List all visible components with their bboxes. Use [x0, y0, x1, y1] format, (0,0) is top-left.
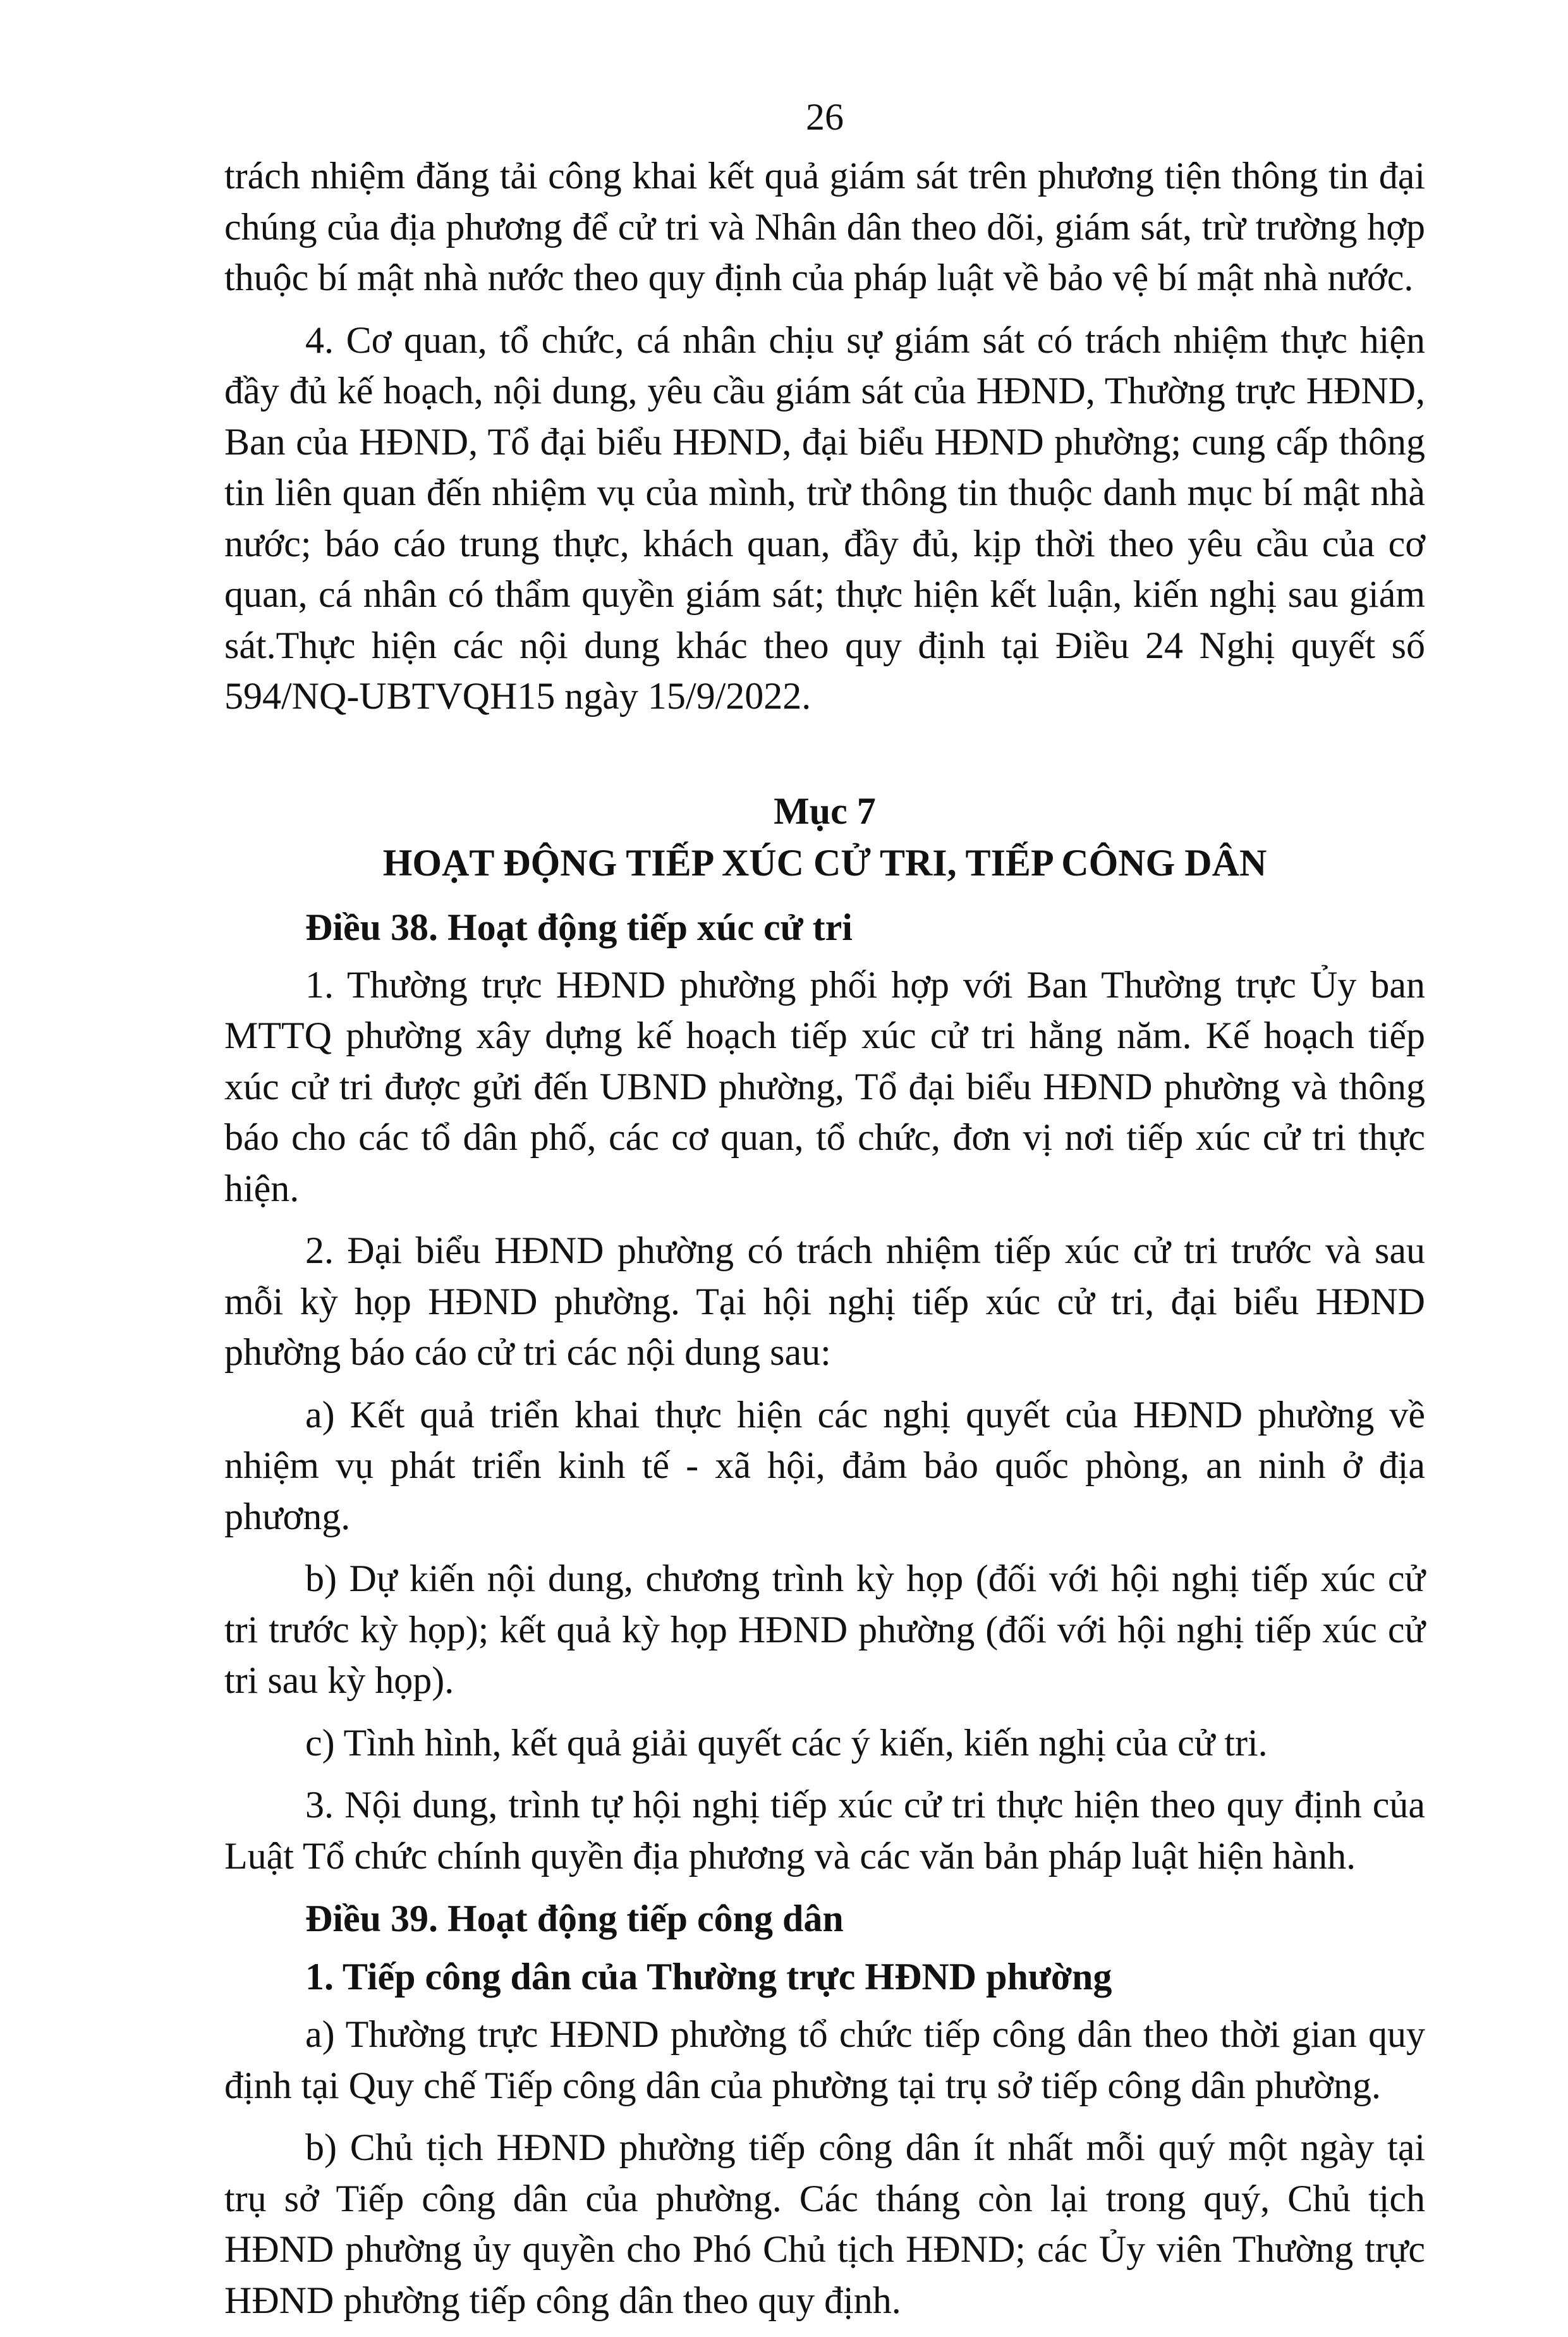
article-38-heading: Điều 38. Hoạt động tiếp xúc cử tri: [305, 906, 853, 948]
article-38-paragraph-1: 1. Thường trực HĐND phường phối hợp với Ban Thường trực Ủy ban MTTQ phường xây dựng kế hoạch tiếp xúc cử tri hằng năm. Kế hoạch tiếp xúc cử tri được gửi đến UBND phường, Tổ đại biểu HĐND phường và thông báo cho các tổ dân phố, các cơ quan, tổ chức, đơn vị nơi tiếp xúc cử tri thực hiện.: [224, 963, 1425, 1209]
document-page: [224, 88, 1425, 2337]
section-title: HOẠT ĐỘNG TIẾP XÚC CỬ TRI, TIẾP CÔNG DÂN: [382, 841, 1267, 884]
article-38-item-b: b) Dự kiến nội dung, chương trình kỳ họp (đối với hội nghị tiếp xúc cử tri trước kỳ họp); kết quả kỳ họp HĐND phường (đối với hội nghị tiếp xúc cử tri sau kỳ họp).: [224, 1558, 1425, 1701]
article-39-item-b: b) Chủ tịch HĐND phường tiếp công dân ít nhất mỗi quý một ngày tại trụ sở Tiếp công dân của phường. Các tháng còn lại trong quý, Chủ tịch HĐND phường ủy quyền cho Phó Chủ tịch HĐND; các Ủy viên Thường trực HĐND phường tiếp công dân theo quy định.: [224, 2126, 1425, 2321]
article-38-paragraph-3: 3. Nội dung, trình tự hội nghị tiếp xúc cử tri thực hiện theo quy định của Luật Tổ chức chính quyền địa phương và các văn bản pháp luật hiện hành.: [224, 1784, 1425, 1877]
paragraph-item-4: 4. Cơ quan, tổ chức, cá nhân chịu sự giám sát có trách nhiệm thực hiện đầy đủ kế hoạch, nội dung, yêu cầu giám sát của HĐND, Thường trực HĐND, Ban của HĐND, Tổ đại biểu HĐND, đại biểu HĐND phường; cung cấp thông tin liên quan đến nhiệm vụ của mình, trừ thông tin thuộc danh mục bí mật nhà nước; báo cáo trung thực, khách quan, đầy đủ, kịp thời theo yêu cầu của cơ quan, cá nhân có thẩm quyền giám sát; thực hiện kết luận, kiến nghị sau giám sát.Thực hiện các nội dung khác theo quy định tại Điều 24 Nghị quyết số 594/NQ-UBTVQH15 ngày 15/9/2022.: [224, 319, 1425, 717]
article-39-heading: Điều 39. Hoạt động tiếp công dân: [305, 1898, 844, 1939]
paragraph-continuation: trách nhiệm đăng tải công khai kết quả giám sát trên phương tiện thông tin đại chúng của địa phương để cử tri và Nhân dân theo dõi, giám sát, trừ trường hợp thuộc bí mật nhà nước theo quy định của pháp luật về bảo vệ bí mật nhà nước.: [224, 155, 1425, 298]
page-number: 26: [806, 96, 844, 138]
article-38-paragraph-2: 2. Đại biểu HĐND phường có trách nhiệm tiếp xúc cử tri trước và sau mỗi kỳ họp HĐND phường. Tại hội nghị tiếp xúc cử tri, đại biểu HĐND phường báo cáo cử tri các nội dung sau:: [224, 1230, 1425, 1373]
article-38-item-a: a) Kết quả triển khai thực hiện các nghị quyết của HĐND phường về nhiệm vụ phát triển kinh tế - xã hội, đảm bảo quốc phòng, an ninh ở địa phương.: [224, 1393, 1425, 1537]
article-38-item-c: c) Tình hình, kết quả giải quyết các ý kiến, kiến nghị của cử tri.: [305, 1721, 1268, 1764]
section-label: Mục 7: [774, 790, 876, 832]
article-39-subheading: 1. Tiếp công dân của Thường trực HĐND phường: [305, 1956, 1112, 1998]
article-39-item-a: a) Thường trực HĐND phường tổ chức tiếp công dân theo thời gian quy định tại Quy chế Tiếp công dân của phường tại trụ sở tiếp công dân phường.: [224, 2013, 1425, 2106]
